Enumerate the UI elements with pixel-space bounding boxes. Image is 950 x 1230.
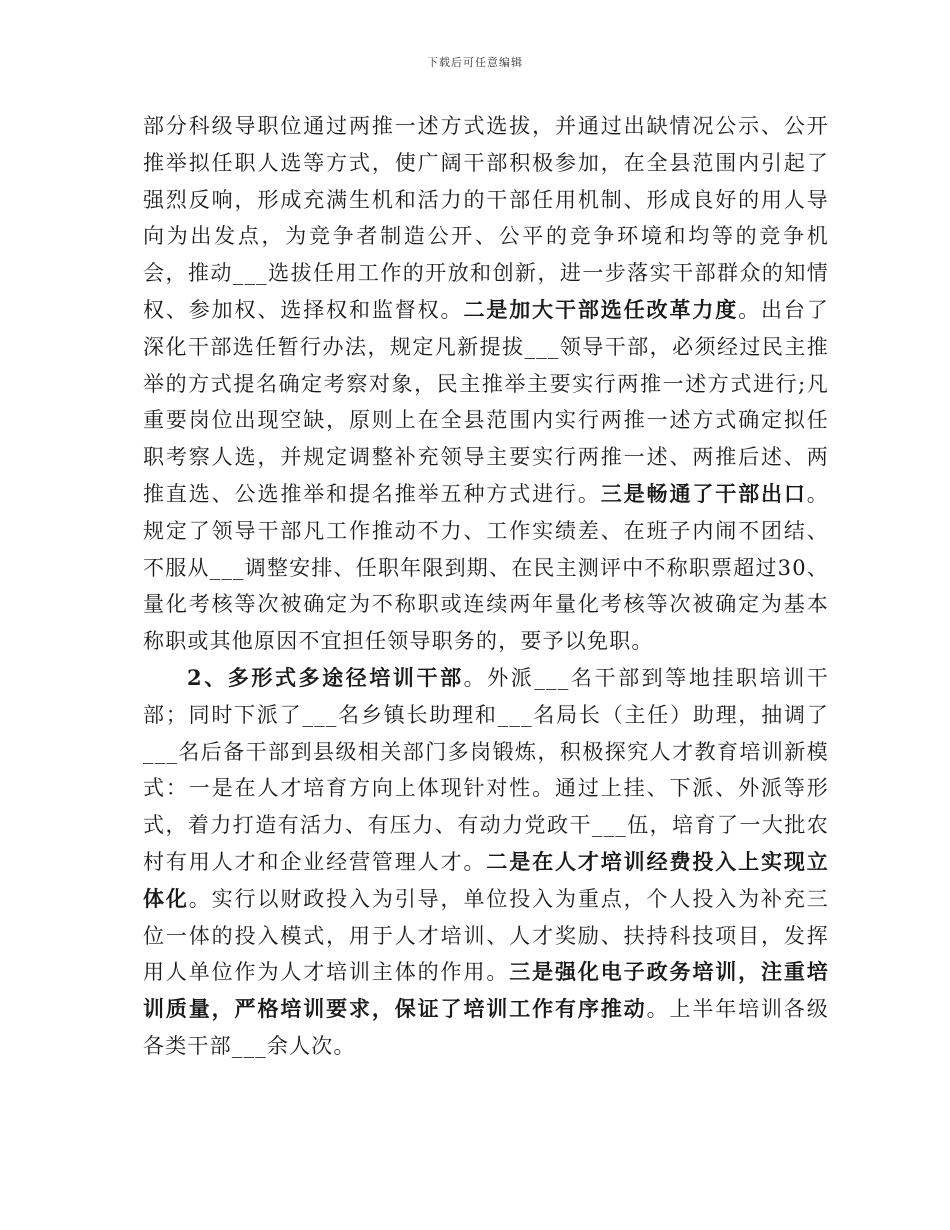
- bold-heading: 二是在人才培训经费投入上实现立体化: [143, 848, 829, 911]
- text-run: 。规定了领导干部凡工作推动不力、工作实绩差、在班子内闹不团结、不服从___调整安排、任职年限到期、在民主测评中不称职票超过30、量化考核等次被确定为不称职或连续两年量化考核等次被确定为基本称职或其他原因不宜担任领导职务的，要予以免职。: [143, 481, 829, 654]
- text-run: 。外派___名干部到等地挂职培训干部；同时下派了___名乡镇长助理和___名局长（主任）助理，抽调了___名后备干部到县级相关部门多岗锻炼，积极探究人才教育培训新模式：一是在人才培育方向上体现针对性。通过上挂、下派、外派等形式，着力打造有活力、有压力、有动力党政干___伍，培育了一大批农村有用人才和企业经营管理人才。: [143, 665, 829, 874]
- bold-heading: 三是强化电子政务培训，注重培训质量，严格培训要求，保证了培训工作有序推动: [143, 959, 829, 1022]
- text-run: 。实行以财政投入为引导，单位投入为重点，个人投入为补充三位一体的投入模式，用于人才培训、人才奖励、扶持科技项目，发挥用人单位作为人才培训主体的作用。: [143, 886, 829, 985]
- page-header: 下载后可任意编辑: [427, 56, 523, 69]
- paragraph-cadre-training: [143, 660, 829, 1065]
- paragraph-selection-reform: [143, 108, 829, 660]
- document-body: [143, 108, 829, 1065]
- text-run: 部分科级导职位通过两推一述方式选拔，并通过出缺情况公示、公开推举拟任职人选等方式，使广阔干部积极参加，在全县范围内引起了强烈反响，形成充满生机和活力的干部任用机制、形成良好的用人导向为出发点，为竞争者制造公开、公平的竞争环境和均等的竞争机会，推动___选拔任用工作的开放和创新，进一步落实干部群众的知情权、参加权、选择权和监督权。: [143, 114, 829, 322]
- bold-heading: 二是加大干部选任改革力度: [463, 296, 739, 322]
- text-run: 。上半年培训各级各类干部___余人次。: [143, 997, 829, 1058]
- section-heading: 2、多形式多途径培训干部: [187, 664, 464, 690]
- bold-heading: 三是畅通了干部出口: [600, 480, 807, 506]
- text-run: 。出台了深化干部选任暂行办法，规定凡新提拔___领导干部，必须经过民主推举的方式提名确定考察对象，民主推举主要实行两推一述方式进行;凡重要岗位出现空缺，原则上在全县范围内实行两推一述方式确定拟任职考察人选，并规定调整补充领导主要实行两推一述、两推后述、两推直选、公选推举和提名推举五种方式进行。: [143, 297, 829, 506]
